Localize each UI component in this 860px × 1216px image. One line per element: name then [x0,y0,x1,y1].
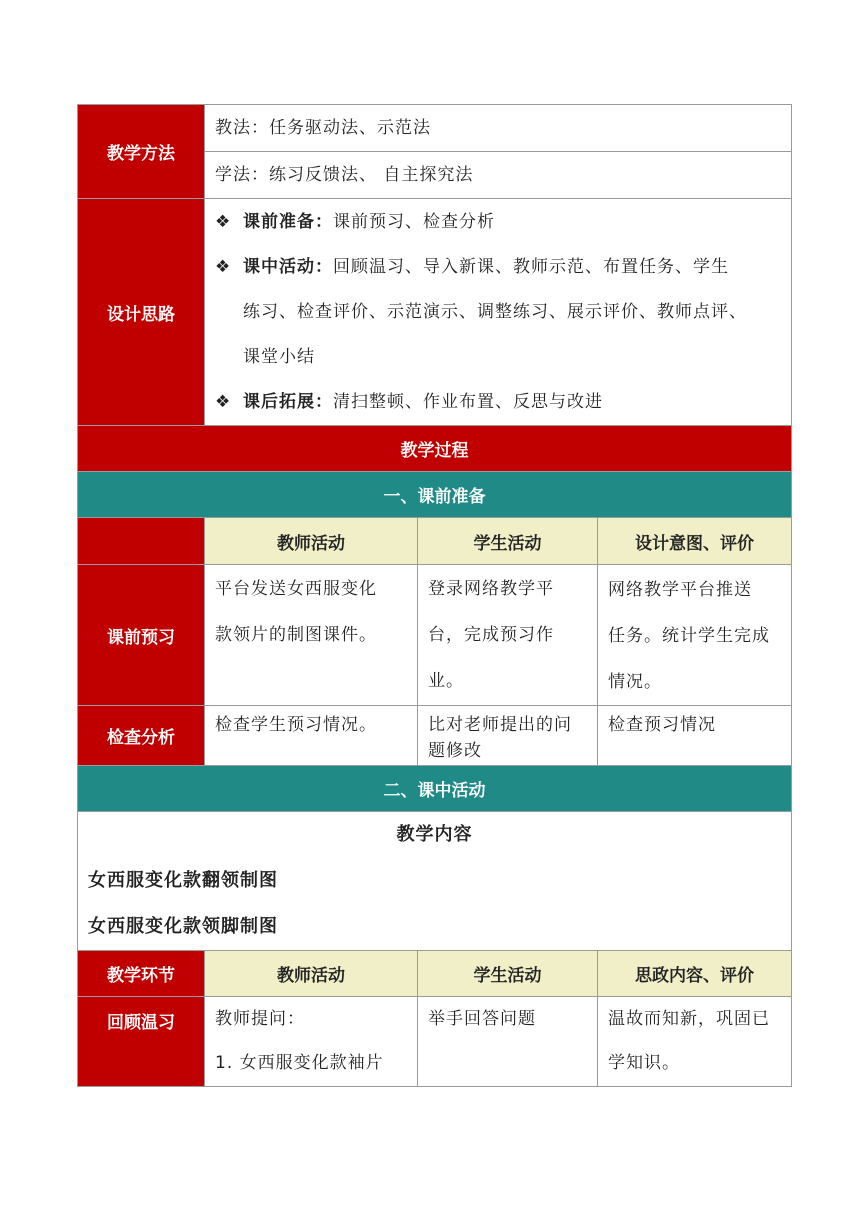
design-label: 设计思路 [78,199,205,426]
design-item-continued: 练习、检查评价、示范演示、调整练习、展示评价、教师点评、 [243,302,747,322]
design-item: ❖ 课前准备：课前预习、检查分析 [215,200,781,245]
diamond-bullet-icon: ❖ [215,257,232,277]
methods-label: 教学方法 [78,105,205,199]
section1-header-intent: 设计意图、评价 [598,518,792,565]
design-item-continued: 课堂小结 [243,347,315,367]
section1-header-student: 学生活动 [418,518,598,565]
learning-method: 学法：练习反馈法、 自主探究法 [205,152,792,199]
section2-header-student: 学生活动 [418,951,598,997]
section2-header-stage: 教学环节 [78,951,205,997]
section2-title: 二、课中活动 [78,766,792,812]
diamond-bullet-icon: ❖ [215,212,232,232]
lesson-plan-table [77,104,792,1087]
student-activity: 比对老师提出的问 题修改 [418,706,598,766]
content-item: 女西服变化款领脚制图 [88,916,278,937]
row-label: 课前预习 [78,565,205,706]
design-intent: 网络教学平台推送 任务。统计学生完成 情况。 [598,565,792,706]
design-intent: 温故而知新，巩固已 学知识。 [598,997,792,1087]
content-item: 女西服变化款翻领制图 [88,870,278,891]
design-content [205,199,792,426]
design-item: ❖ 课后拓展：清扫整顿、作业布置、反思与改进 [215,380,781,425]
student-activity: 举手回答问题 [418,997,598,1087]
section1-title: 一、课前准备 [78,472,792,518]
teacher-activity: 教师提问： 1. 女西服变化款袖片 [205,997,418,1087]
diamond-bullet-icon: ❖ [215,392,232,412]
design-intent: 检查预习情况 [598,706,792,766]
student-activity: 登录网络教学平 台，完成预习作业。 [418,565,598,706]
section2-header-intent: 思政内容、评价 [598,951,792,997]
section1-header-blank [78,518,205,565]
row-label: 检查分析 [78,706,205,766]
teacher-activity: 平台发送女西服变化 款领片的制图课件。 [205,565,418,706]
teaching-content [78,812,792,951]
teaching-method: 教法：任务驱动法、示范法 [205,105,792,152]
teacher-activity: 检查学生预习情况。 [205,706,418,766]
section1-header-teacher: 教师活动 [205,518,418,565]
row-label: 回顾温习 [78,997,205,1087]
design-item: ❖ 课中活动：回顾温习、导入新课、教师示范、布置任务、学生 [215,245,781,290]
section2-header-teacher: 教师活动 [205,951,418,997]
process-title: 教学过程 [78,426,792,472]
content-title: 教学内容 [396,824,473,845]
